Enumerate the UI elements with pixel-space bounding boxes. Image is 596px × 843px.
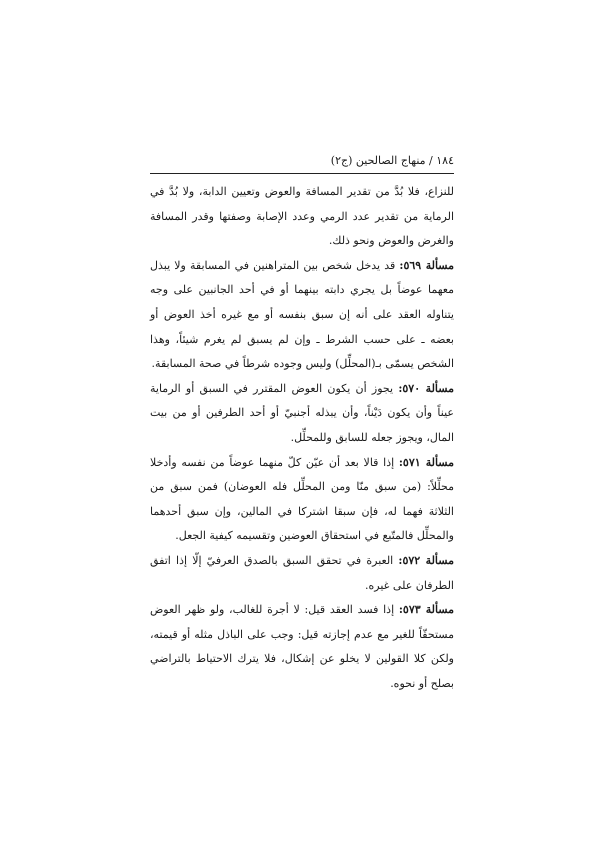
header-rule [150,173,454,174]
issue-label: مسألة ٥٦٩: [399,258,454,272]
paragraph-issue-572 [150,549,454,598]
running-header: ١٨٤ / منهاج الصالحين (ج٢) [330,154,454,167]
issue-label: مسألة ٥٧٠: [398,381,454,395]
paragraph-text: إذا قالا بعد أن عيّن كلّ منهما عوضاً من نفسه وأدخلا محلِّلاً: (من سبق منّا ومن المحلِّل فله العوضان) فمن سبق من الثلاثة فهما له، فإن سبقا اشتركا في المالين، وإن سبق أحدهما والمحلِّل فالمتّبع في استحقاق العوضين وتقسيمه كيفية الجعل. [150,455,454,543]
issue-label: مسألة ٥٧٢: [398,553,454,567]
paragraph-text: للنزاع، فلا بُدَّ من تقدير المسافة والعوض وتعيين الدابة، ولا بُدَّ في الرماية من تقدير عدد الرمي وعدد الإصابة وصفتها وقدر المسافة والغرض والعوض ونحو ذلك. [150,185,454,248]
paragraph-issue-573 [150,598,454,696]
body-text [150,180,454,696]
paragraph-issue-571 [150,451,454,549]
paragraph-text: العبرة في تحقق السبق بالصدق العرفيّ إلّا إذا اتفق الطرفان على غيره. [150,553,454,592]
issue-label: مسألة ٥٧١: [398,455,454,469]
paragraph-text: إذا فسد العقد قيل: لا أجرة للغالب، ولو ظهر العوض مستحقّاً للغير مع عدم إجازته قيل: وجب على الباذل مثله أو قيمته، ولكن كلا القولين لا يخلو عن إشكال، فلا يترك الاحتياط بالتراضي بصلح أو نحوه. [150,603,454,690]
paragraph-intro [150,180,454,254]
paragraph-issue-569 [150,254,454,377]
paragraph-issue-570 [150,377,454,451]
issue-label: مسألة ٥٧٣: [398,603,455,617]
paragraph-text: يجوز أن يكون العوض المقترر في السبق أو الرماية عيناً وأن يكون دَيْناً، وأن يبذله أجنبيّ أو أحد الطرفين أو من بيت المال، ويجوز جعله للسابق وللمحلِّل. [150,381,454,444]
paragraph-text: قد يدخل شخص بين المتراهنين في المسابقة ولا يبذل معهما عوضاً بل يجري دابته بينهما أو في أحد الجانبين على وجه يتناوله العقد على أنه إن سبق بنفسه أو مع غيره أخذ العوض أو بعضه ـ على حسب الشرط ـ وإن لم يسبق لم يغرم شيئاً، وهذا الشخص يسمّى بـ(المحلِّل) وليس وجوده شرطاً في صحة المسابقة. [150,258,454,371]
